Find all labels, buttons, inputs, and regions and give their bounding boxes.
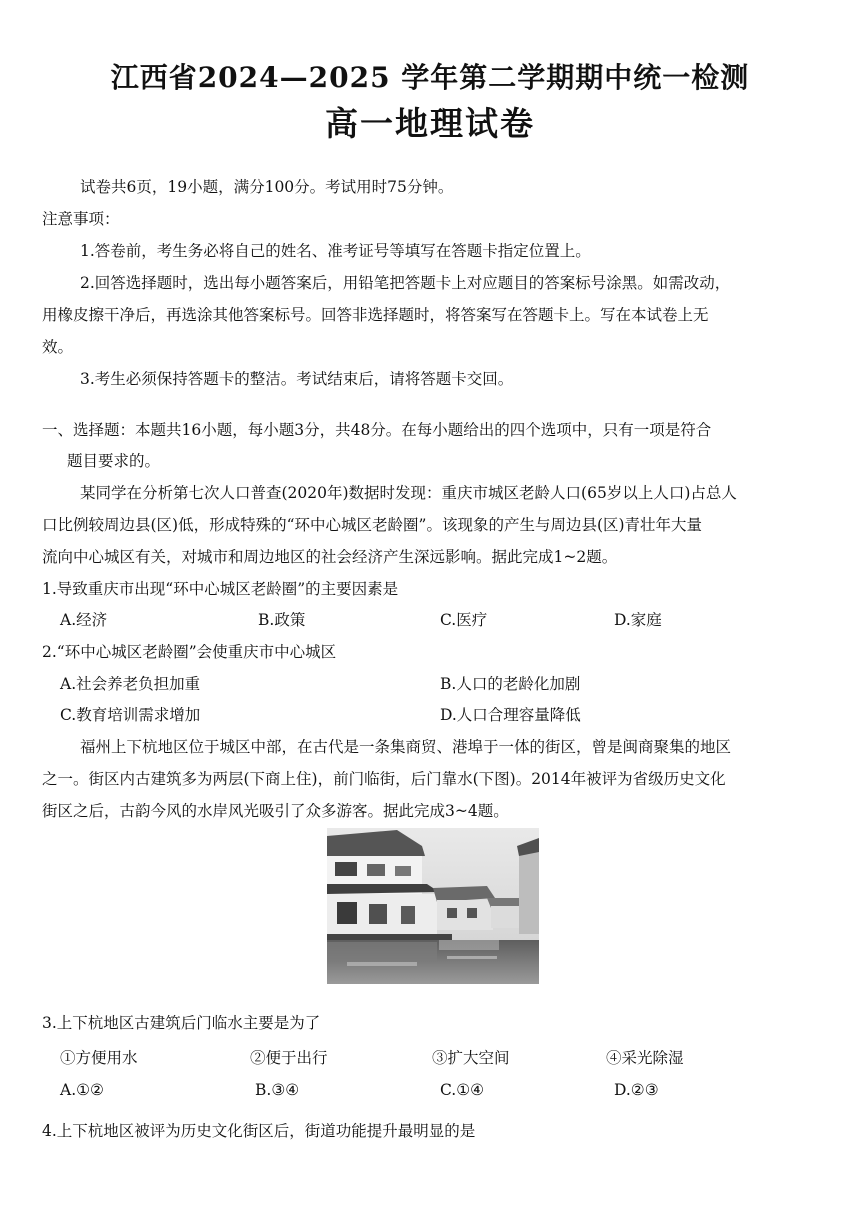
section-heading-line-2: 题目要求的。: [67, 452, 161, 470]
notes-heading: 注意事项：: [42, 210, 120, 228]
question-3-statement-4: ④采光除湿: [606, 1049, 684, 1067]
question-3-option-d: D.②③: [614, 1081, 659, 1099]
note-item-2-line-2: 用橡皮擦干净后，再选涂其他答案标号。回答非选择题时，将答案写在答题卡上。写在本试卷上无: [42, 306, 709, 324]
note-item-3: 3.考生必须保持答题卡的整洁。考试结束后，请将答题卡交回。: [80, 370, 514, 388]
exam-title: 江西省2024—2025 学年第二学期期中统一检测: [110, 61, 750, 94]
question-2-option-c: C.教育培训需求增加: [60, 706, 201, 724]
question-3-option-c: C.①④: [440, 1081, 485, 1099]
question-1-stem: 1.导致重庆市出现“环中心城区老龄圈”的主要因素是: [42, 580, 399, 598]
question-2-option-d: D.人口合理容量降低: [440, 706, 581, 724]
question-3-statement-3: ③扩大空间: [432, 1049, 510, 1067]
note-item-1: 1.答卷前，考生务必将自己的姓名、准考证号等填写在答题卡指定位置上。: [80, 242, 591, 260]
passage-2-line-3: 街区之后，古韵今风的水岸风光吸引了众多游客。据此完成3~4题。: [42, 802, 509, 820]
passage-1-line-2: 口比例较周边县(区)低，形成特殊的“环中心城区老龄圈”。该现象的产生与周边县(区)青壮年大量: [42, 516, 703, 534]
exam-intro: 试卷共6页，19小题，满分100分。考试用时75分钟。: [80, 178, 454, 196]
question-2-stem: 2.“环中心城区老龄圈”会使重庆市中心城区: [42, 643, 337, 661]
passage-2-line-2: 之一。街区内古建筑多为两层(下商上住)，前门临街，后门靠水(下图)。2014年被评为省级历史文化: [42, 770, 726, 788]
exam-subtitle: 高一地理试卷: [325, 104, 535, 143]
passage-1-line-3: 流向中心城区有关，对城市和周边地区的社会经济产生深远影响。据此完成1~2题。: [42, 548, 618, 566]
question-1-option-c: C.医疗: [440, 611, 488, 629]
canal-street-photo: [327, 828, 539, 984]
section-heading-line-1: 一、选择题：本题共16小题，每小题3分，共48分。在每小题给出的四个选项中，只有一项是符合: [42, 421, 712, 439]
question-3-option-a: A.①②: [60, 1081, 104, 1099]
question-4-stem: 4.上下杭地区被评为历史文化街区后，街道功能提升最明显的是: [42, 1122, 476, 1140]
question-1-option-b: B.政策: [258, 611, 306, 629]
question-1-option-d: D.家庭: [614, 611, 662, 629]
question-3-stem: 3.上下杭地区古建筑后门临水主要是为了: [42, 1014, 321, 1032]
question-3-option-b: B.③④: [255, 1081, 300, 1099]
question-3-statement-1: ①方便用水: [60, 1049, 138, 1067]
passage-2-line-1: 福州上下杭地区位于城区中部，在古代是一条集商贸、港埠于一体的街区，曾是闽商聚集的地区: [80, 738, 732, 756]
note-item-2-line-3: 效。: [42, 338, 74, 356]
passage-1-line-1: 某同学在分析第七次人口普查(2020年)数据时发现：重庆市城区老龄人口(65岁以上人口)占总人: [80, 484, 737, 502]
note-item-2-line-1: 2.回答选择题时，选出每小题答案后，用铅笔把答题卡上对应题目的答案标号涂黑。如需改动，: [80, 274, 731, 292]
question-2-option-b: B.人口的老龄化加剧: [440, 675, 581, 693]
question-2-option-a: A.社会养老负担加重: [60, 675, 201, 693]
question-1-option-a: A.经济: [60, 611, 108, 629]
question-3-statement-2: ②便于出行: [250, 1049, 328, 1067]
